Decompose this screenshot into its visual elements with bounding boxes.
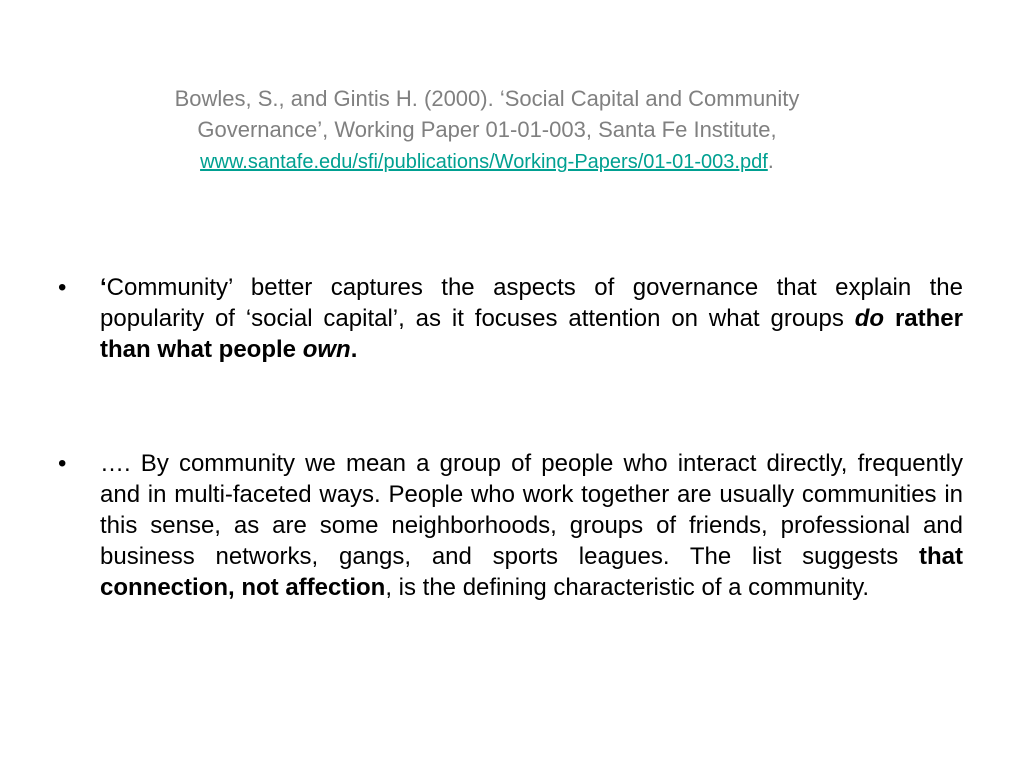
emphasis-own: own	[302, 336, 351, 363]
citation	[100, 83, 874, 178]
citation-line-1: Bowles, S., and Gintis H. (2000). ‘Social Capital and Community	[174, 86, 800, 111]
bullet-item-community	[58, 272, 963, 365]
bullet-text-part: , is the defining characteristic of a community.	[385, 574, 870, 601]
bullet-dot: •	[58, 274, 67, 301]
bold-period: .	[350, 336, 358, 363]
bullet-list	[58, 272, 963, 603]
emphasis-do: do	[854, 305, 885, 332]
bullet-text-part: Community’ better captures the aspects of governance that explain the popularity of ‘social capital’, as it focuses attention on what groups	[100, 274, 963, 332]
citation-link-suffix: .	[767, 148, 774, 173]
bullet-dot: •	[58, 450, 67, 477]
open-quote: ‘	[100, 274, 107, 301]
citation-line-2: Governance’, Working Paper 01-01-003, Santa Fe Institute,	[197, 117, 777, 142]
citation-link[interactable]: www.santafe.edu/sfi/publications/Working-Papers/01-01-003.pdf	[200, 151, 768, 173]
bold-phrase: rather than what people	[100, 305, 963, 363]
bold-phrase: that connection, not affection	[100, 543, 963, 601]
bullet-item-definition	[58, 448, 963, 603]
bullet-text	[100, 448, 963, 603]
bullet-text	[100, 272, 963, 365]
bullet-text-part: …. By community we mean a group of people who interact directly, frequently and in multi-faceted ways. People who work together are usually communities in this sense, as are some neighborhoods, groups of friends, professional and business networks, gangs, and sports leagues. The list suggests	[100, 450, 963, 570]
